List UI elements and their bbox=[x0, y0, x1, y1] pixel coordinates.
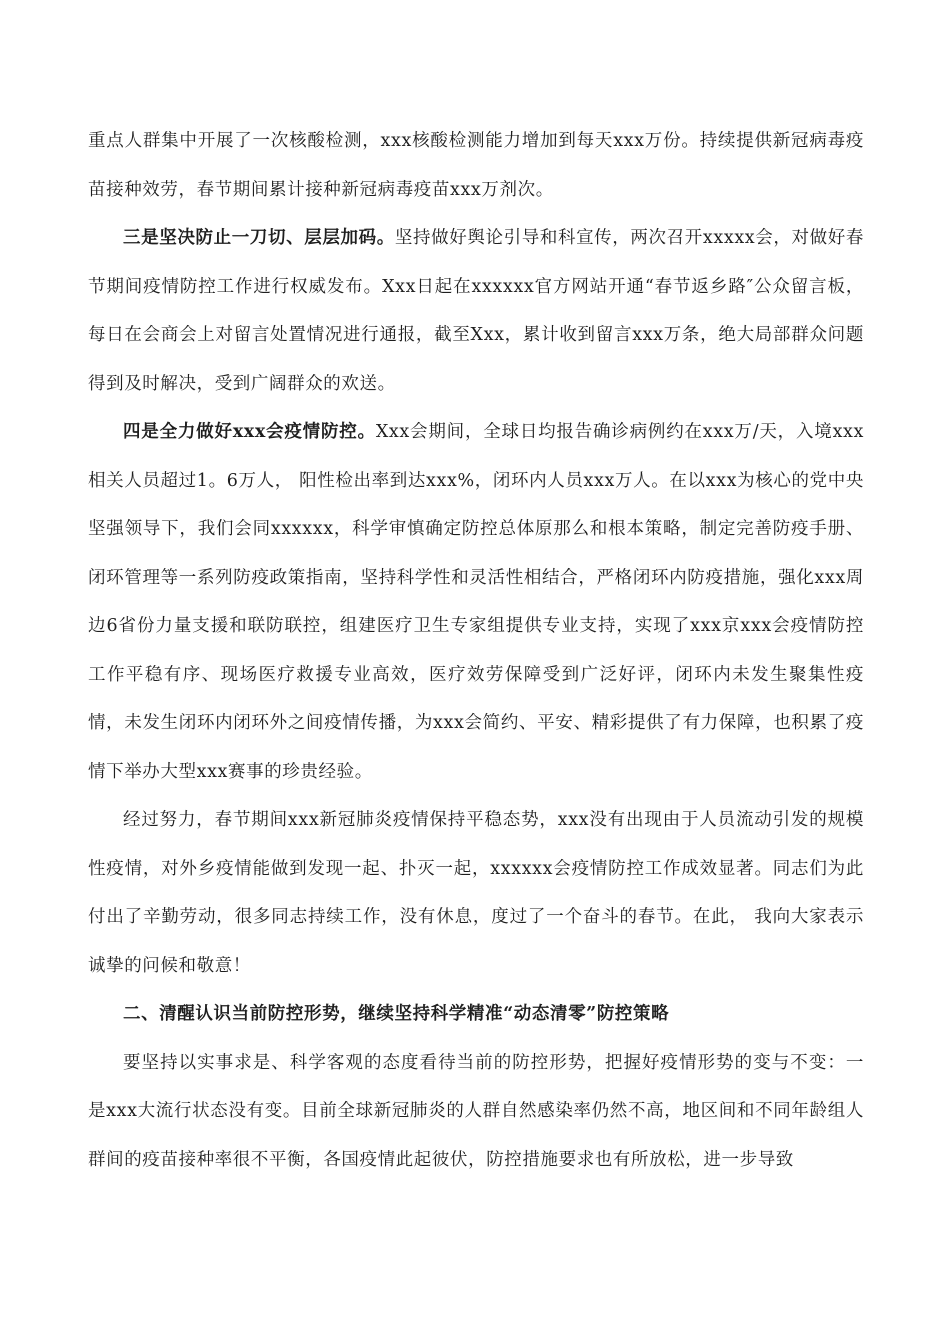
paragraph-2 bbox=[88, 214, 864, 408]
section-heading: 二、清醒认识当前防控形势，继续坚持科学精准“动态清零”防控策略 bbox=[123, 1004, 670, 1024]
paragraph-3-text: Xxx会期间，全球日均报告确诊病例约在xxx万/天，入境xxx相关人员超过1。6万人， 阳性检出率到达xxx%，闭环内人员xxx万人。在以xxx为核心的党中央坚强领导下，我们会同xxxxxx，科学审慎确定防控总体原那么和根本策略，制定完善防疫手册、闭环管理等一系列防疫政策指南，坚持科学性和灵活性相结合，严格闭环内防疫措施，强化xxx周边6省份力量支援和联防联控，组建医疗卫生专家组提供专业支持，实现了xxx京xxx会疫情防控工作平稳有序、现场医疗救援专业高效，医疗效劳保障受到广泛好评，闭环内未发生聚集性疫情，未发生闭环内闭环外之间疫情传播，为xxx会简约、平安、精彩提供了有力保障，也积累了疫情下举办大型xxx赛事的珍贵经验。 bbox=[88, 422, 864, 782]
document-body bbox=[88, 117, 864, 1184]
paragraph-4 bbox=[88, 796, 864, 990]
paragraph-1 bbox=[88, 117, 864, 214]
paragraph-4-text: 经过努力，春节期间xxx新冠肺炎疫情保持平稳态势，xxx没有出现由于人员流动引发的规模性疫情，对外乡疫情能做到发现一起、扑灭一起，xxxxxx会疫情防控工作成效显著。同志们为此付出了辛勤劳动，很多同志持续工作，没有休息，度过了一个奋斗的春节。在此， 我向大家表示诚挚的问候和敬意！ bbox=[88, 810, 864, 976]
paragraph-1-text: 重点人群集中开展了一次核酸检测，xxx核酸检测能力增加到每天xxx万份。持续提供新冠病毒疫苗接种效劳，春节期间累计接种新冠病毒疫苗xxx万剂次。 bbox=[88, 131, 864, 200]
paragraph-2-text: 坚持做好舆论引导和科宣传，两次召开xxxxx会，对做好春节期间疫情防控工作进行权威发布。Xxx日起在xxxxxx官方网站开通“春节返乡路″公众留言板，每日在会商会上对留言处置情况进行通报，截至Xxx，累计收到留言xxx万条，绝大局部群众问题得到及时解决，受到广阔群众的欢送。 bbox=[88, 228, 864, 394]
paragraph-3-lead: 四是全力做好xxx会疫情防控。 bbox=[123, 422, 376, 442]
paragraph-2-lead: 三是坚决防止一刀切、层层加码。 bbox=[123, 228, 395, 248]
closing-paragraph: 要坚持以实事求是、科学客观的态度看待当前的防控形势，把握好疫情形势的变与不变：一是xxx大流行状态没有变。目前全球新冠肺炎的人群自然感染率仍然不高，地区间和不同年龄组人群间的疫苗接种率很不平衡，各国疫情此起彼伏，防控措施要求也有所放松，进一步导致 bbox=[88, 1052, 864, 1170]
paragraph-3 bbox=[88, 408, 864, 796]
